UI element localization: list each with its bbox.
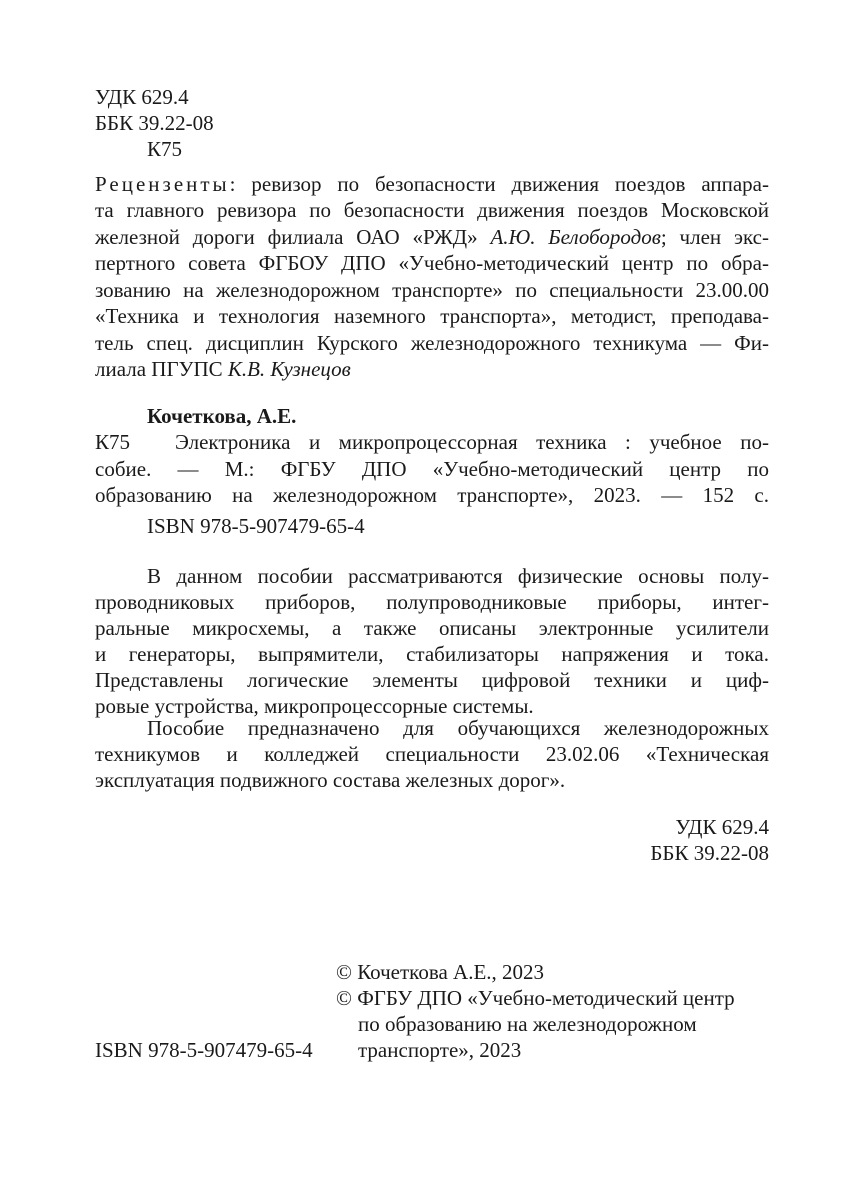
record-line: Электроника и микропроцессорная техника : учебное по- — [175, 430, 769, 454]
copyright-line: © Кочеткова А.Е., 2023 — [336, 960, 545, 984]
author: Кочеткова, А.Е. — [147, 404, 297, 428]
abstract-line: ральные микросхемы, а также описаны электронные усилители — [95, 616, 769, 640]
reviewer-name: А.Ю. Белобородов — [490, 225, 661, 249]
abstract-line: проводниковых приборов, полупроводниковые приборы, интег- — [95, 590, 769, 614]
record-line: собие. — М.: ФГБУ ДПО «Учебно-методический центр по — [95, 457, 769, 481]
header-udk: УДК 629.4 — [95, 85, 189, 109]
reviewers-line: «Техника и технология наземного транспорта», методист, преподава- — [95, 304, 769, 328]
record-isbn: ISBN 978-5-907479-65-4 — [147, 514, 365, 538]
abstract-line: ровые устройства, микропроцессорные системы. — [95, 694, 534, 718]
reviewers-label: Рецензенты — [95, 172, 230, 196]
reviewers-line: пертного совета ФГБОУ ДПО «Учебно-методический центр по обра- — [95, 251, 769, 275]
reviewers-line — [95, 225, 769, 249]
reviewers-text: ; член экс- — [660, 225, 769, 249]
record-line: образованию на железнодорожном транспорте», 2023. — 152 с. — [95, 483, 769, 507]
reviewers-line: тель спец. дисциплин Курского железнодорожного техникума — Фи- — [95, 331, 769, 355]
isbn-bottom: ISBN 978-5-907479-65-4 — [95, 1038, 313, 1062]
reviewers-text: : ревизор по безопасности движения поездов аппара- — [229, 172, 769, 196]
footer-udk: УДК 629.4 — [675, 815, 769, 839]
reviewer-name: К.В. Кузнецов — [227, 357, 351, 381]
header-bbk: ББК 39.22-08 — [95, 111, 214, 135]
copyright-line: по образованию на железнодорожном — [358, 1012, 697, 1036]
copyright-line: транспорте», 2023 — [358, 1038, 522, 1062]
reviewers-line — [95, 357, 769, 381]
abstract-line: Пособие предназначено для обучающихся железнодорожных — [147, 716, 769, 740]
reviewers-line: та главного ревизора по безопасности движения поездов Московской — [95, 198, 769, 222]
copyright-line: © ФГБУ ДПО «Учебно-методический центр — [336, 986, 735, 1010]
abstract-line: В данном пособии рассматриваются физические основы полу- — [147, 564, 769, 588]
reviewers-text: лиала ПГУПС — [95, 357, 228, 381]
abstract-line: техникумов и колледжей специальности 23.02.06 «Техническая — [95, 742, 769, 766]
footer-bbk: ББК 39.22-08 — [650, 841, 769, 865]
reviewers-line: зованию на железнодорожном транспорте» по специальности 23.00.00 — [95, 278, 769, 302]
abstract-line: и генераторы, выпрямители, стабилизаторы напряжения и тока. — [95, 642, 769, 666]
reviewers-line — [95, 172, 769, 196]
abstract-line: Представлены логические элементы цифровой техники и циф- — [95, 668, 769, 692]
header-code: К75 — [147, 137, 183, 161]
record-code: К75 — [95, 430, 131, 454]
abstract-line: эксплуатация подвижного состава железных дорог». — [95, 768, 566, 792]
reviewers-text: железной дороги филиала ОАО «РЖД» — [95, 225, 491, 249]
